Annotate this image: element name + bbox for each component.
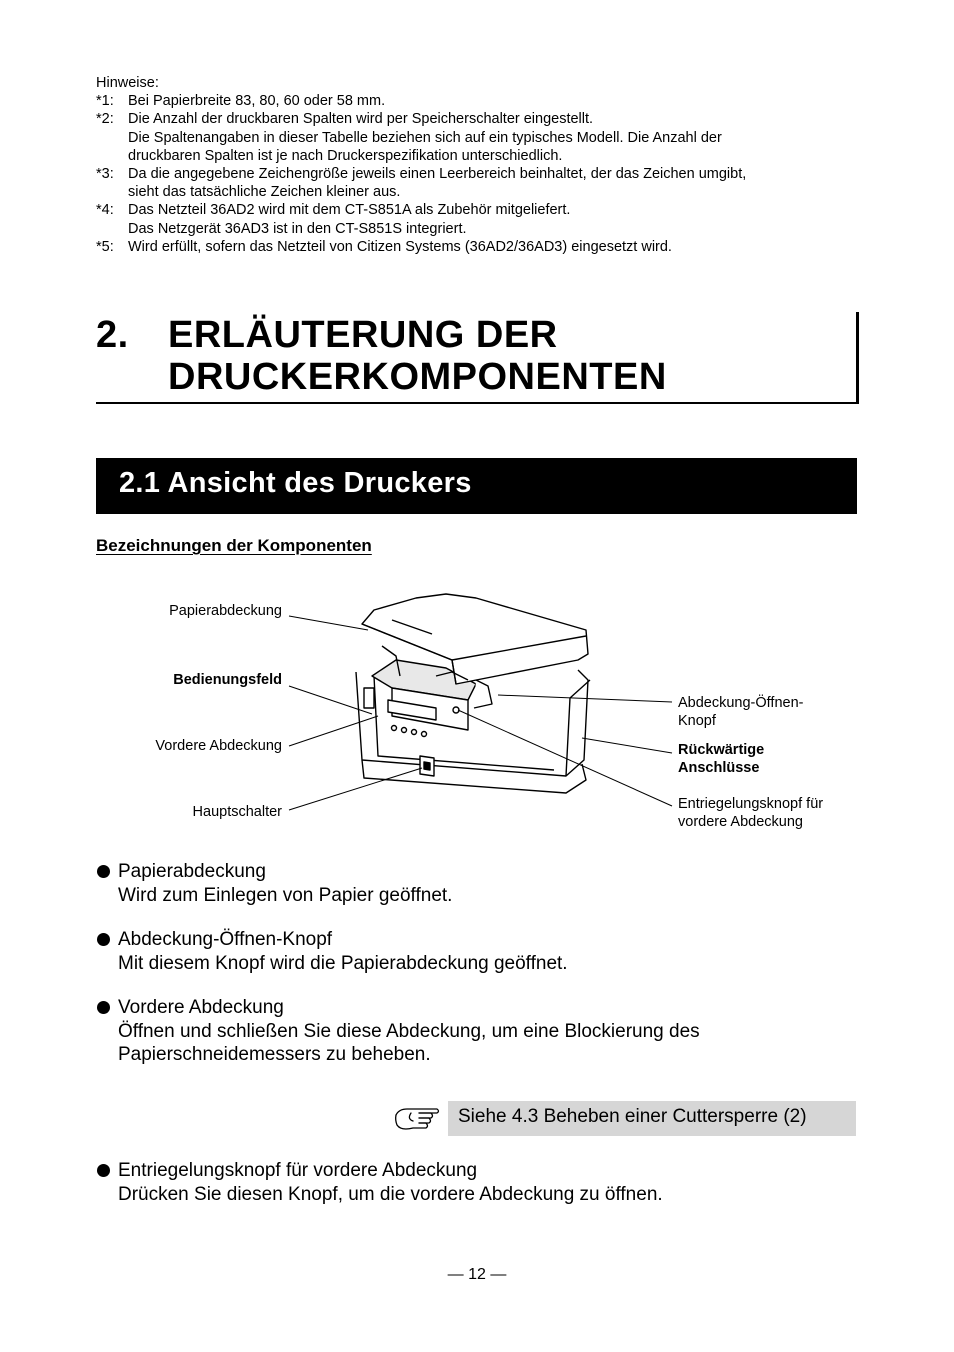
bullet-item-abdeckung-oeffnen-knopf (96, 928, 856, 975)
label-papierabdeckung: Papierabdeckung (169, 603, 282, 619)
label-vordere-abdeckung: Vordere Abdeckung (155, 738, 282, 754)
note-mark: *3: (96, 166, 114, 183)
printer-figure (96, 580, 856, 840)
chapter-heading (96, 312, 859, 404)
label-hauptschalter: Hauptschalter (192, 804, 282, 820)
note-mark: *1: (96, 93, 114, 110)
label-line: Knopf (678, 713, 716, 729)
bullet-description: Mit diesem Knopf wird die Papierabdeckung geöffnet. (118, 952, 568, 974)
chapter-title (168, 314, 667, 398)
footnotes (96, 74, 856, 256)
label-line: Entriegelungsknopf für (678, 796, 824, 812)
reference-box (448, 1101, 856, 1136)
label-entriegelungsknopf (678, 795, 823, 831)
bullet-description: Öffnen und schließen Sie diese Abdeckung, um eine Blockierung des (118, 1020, 700, 1042)
note-text: Das Netzgerät 36AD3 ist in den CT-S851S integriert. (128, 220, 467, 237)
bullet-title: Papierabdeckung (118, 861, 266, 882)
note-mark: *4: (96, 202, 114, 219)
bullet-item-papierabdeckung (96, 860, 856, 907)
bullet-dot-icon (97, 1001, 110, 1014)
label-line: Abdeckung-Öffnen- (678, 695, 804, 711)
note-text: Die Anzahl der druckbaren Spalten wird per Speicherschalter eingestellt. (128, 111, 594, 128)
note-text: sieht das tatsächliche Zeichen kleiner aus. (128, 184, 401, 201)
bullet-dot-icon (97, 933, 110, 946)
chapter-title-line-2: DRUCKERKOMPONENTEN (168, 356, 667, 398)
bullet-dot-icon (97, 1164, 110, 1177)
note-text: Da die angegebene Zeichengröße jeweils einen Leerbereich beinhaltet, der das Zeichen umgibt, (128, 166, 747, 183)
label-abdeckung-oeffnen-knopf (678, 694, 803, 730)
note-mark: *2: (96, 111, 114, 128)
label-line: vordere Abdeckung (678, 814, 803, 830)
note-text: Bei Papierbreite 83, 80, 60 oder 58 mm. (128, 93, 386, 110)
note-5 (96, 238, 856, 256)
bullet-item-vordere-abdeckung (96, 996, 856, 1067)
reference-text: Siehe 4.3 Beheben einer Cuttersperre (2) (458, 1106, 807, 1127)
bullet-title: Abdeckung-Öffnen-Knopf (118, 929, 333, 950)
subheading: Bezeichnungen der Komponenten (96, 536, 372, 555)
note-text: Das Netzteil 36AD2 wird mit dem CT-S851A als Zubehör mitgeliefert. (128, 202, 571, 219)
note-text: Die Spaltenangaben in dieser Tabelle beziehen sich auf ein typisches Modell. Die Anzahl der (128, 129, 722, 146)
notes-heading: Hinweise: (96, 75, 159, 91)
bullet-description: Wird zum Einlegen von Papier geöffnet. (118, 884, 453, 906)
label-line: Rückwärtige (678, 742, 765, 758)
note-text: druckbaren Spalten ist je nach Druckerspezifikation unterschiedlich. (128, 147, 563, 164)
bullet-title: Entriegelungsknopf für vordere Abdeckung (118, 1160, 478, 1181)
chapter-title-line-1: ERLÄUTERUNG DER (168, 314, 558, 356)
chapter-number: 2. (96, 314, 129, 356)
bullet-dot-icon (97, 865, 110, 878)
note-1 (96, 92, 856, 110)
note-mark: *5: (96, 238, 114, 255)
note-3 (96, 165, 856, 201)
pointing-hand-icon (393, 1101, 441, 1137)
bullet-item-entriegelungsknopf (96, 1159, 856, 1206)
bullet-description: Papierschneidemessers zu beheben. (118, 1044, 431, 1065)
page-number: — 12 — (447, 1266, 507, 1283)
label-bedienungsfeld: Bedienungsfeld (173, 672, 282, 688)
label-line: Anschlüsse (678, 760, 760, 776)
bullet-title: Vordere Abdeckung (118, 997, 284, 1018)
note-text: Wird erfüllt, sofern das Netzteil von Citizen Systems (36AD2/36AD3) eingesetzt wird. (128, 238, 672, 255)
note-2 (96, 110, 856, 165)
section-title: 2.1 Ansicht des Druckers (119, 467, 472, 499)
note-4 (96, 201, 856, 237)
section-heading (96, 458, 857, 514)
bullet-description: Drücken Sie diesen Knopf, um die vordere Abdeckung zu öffnen. (118, 1183, 663, 1205)
label-rueckwaertige-anschluesse (678, 741, 764, 777)
